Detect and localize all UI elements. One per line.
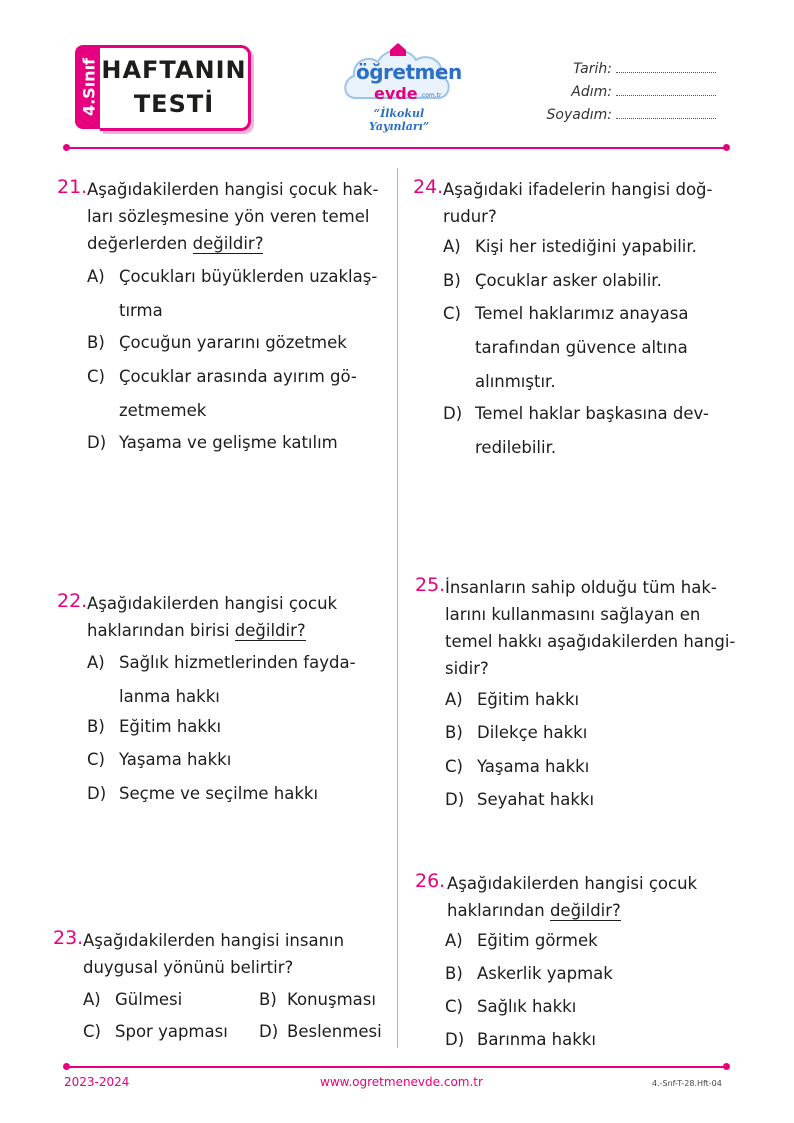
footer-code: 4.-Snf-T-28.Hft-04 [652,1079,722,1088]
emphasis: değildir? [234,621,306,640]
name-field[interactable] [571,84,716,100]
question-text: Aşağıdakilerden hangisi çocuk haklarından değildir? [447,874,698,920]
date-field[interactable] [573,61,716,77]
option-b[interactable]: B) Çocuklar asker olabilir. [443,271,662,290]
question-number: 24. [413,176,444,198]
option-d[interactable]: D) Temel haklar başkasına dev- redilebilir. [443,404,709,457]
header-divider [66,147,727,149]
logo-word-ogretmen: öğretmen [356,60,462,84]
name-label: Adım: [571,84,612,100]
question-number: 23. [53,927,84,949]
option-a[interactable]: A) Kişi her istediğini yapabilir. [443,237,697,256]
footer-year: 2023-2024 [64,1075,130,1089]
option-a[interactable]: A) Eğitim görmek [445,931,598,950]
question-text: İnsanların sahip olduğu tüm hak- larını kullanmasını sağlayan en temel hakkı aşağıdakilerden hangi- sidir? [445,578,736,678]
question-number: 22. [57,590,88,612]
question-number: 26. [415,870,446,892]
column-divider [397,168,398,1048]
surname-field[interactable] [547,107,716,123]
option-d[interactable]: D) Barınma hakkı [445,1030,596,1049]
logo-tagline: “İlkokul Yayınları” [368,107,430,133]
grade-tab [75,45,103,129]
title-line-2: TESTİ [133,90,215,118]
logo-domain: .com.tr [420,92,442,99]
option-c[interactable]: C) Sağlık hakkı [445,997,577,1016]
option-a[interactable]: A) Sağlık hizmetlerinden fayda- lanma hakkı [87,653,356,706]
option-c[interactable]: C) Spor yapması [83,1022,228,1041]
option-c[interactable]: C) Yaşama hakkı [87,750,232,769]
logo-word-evde: evde [374,84,418,103]
publisher-logo [338,40,462,135]
option-c[interactable]: C) Yaşama hakkı [445,757,590,776]
surname-blank[interactable] [616,108,716,119]
option-d[interactable]: D) Seçme ve seçilme hakkı [87,784,319,803]
option-a[interactable]: A) Eğitim hakkı [445,690,580,709]
emphasis: değildir? [549,901,621,920]
question-text: Aşağıdaki ifadelerin hangisi doğ- rudur? [443,180,713,226]
date-blank[interactable] [616,62,716,73]
option-b[interactable]: B) Konuşması [259,990,376,1009]
surname-label: Soyadım: [546,107,612,123]
option-b[interactable]: B) Dilekçe hakkı [445,723,588,742]
question-number: 21. [57,176,88,198]
question-text: Aşağıdakilerden hangisi çocuk hak- ları sözleşmesine yön veren temel değerlerden değildir? [87,180,379,253]
option-b[interactable]: B) Çocuğun yararını gözetmek [87,333,347,352]
title-line-1: HAFTANIN [101,56,247,84]
footer-divider [66,1066,727,1068]
option-b[interactable]: B) Eğitim hakkı [87,717,222,736]
option-a[interactable]: A) Gülmesi [83,990,183,1009]
question-text: Aşağıdakilerden hangisi insanın duygusal yönünü belirtir? [83,931,345,977]
option-d[interactable]: D) Beslenmesi [259,1022,382,1041]
option-d[interactable]: D) Yaşama ve gelişme katılım [87,433,338,452]
footer-website-link[interactable]: www.ogretmenevde.com.tr [320,1075,483,1089]
date-label: Tarih: [573,61,612,77]
name-blank[interactable] [616,85,716,96]
option-a[interactable]: A) Çocukları büyüklerden uzaklaş- tırma [87,267,378,320]
emphasis: değildir? [192,234,264,253]
question-number: 25. [415,574,446,596]
option-b[interactable]: B) Askerlik yapmak [445,964,613,983]
title-box [100,45,251,131]
grade-label: 4.Sınıf [79,57,99,117]
option-d[interactable]: D) Seyahat hakkı [445,790,595,809]
option-c[interactable]: C) Temel haklarımız anayasa tarafından güvence altına alınmıştır. [443,304,689,391]
question-text: Aşağıdakilerden hangisi çocuk haklarından birisi değildir? [87,594,338,640]
option-c[interactable]: C) Çocuklar arasında ayırım gö- zetmemek [87,367,357,420]
